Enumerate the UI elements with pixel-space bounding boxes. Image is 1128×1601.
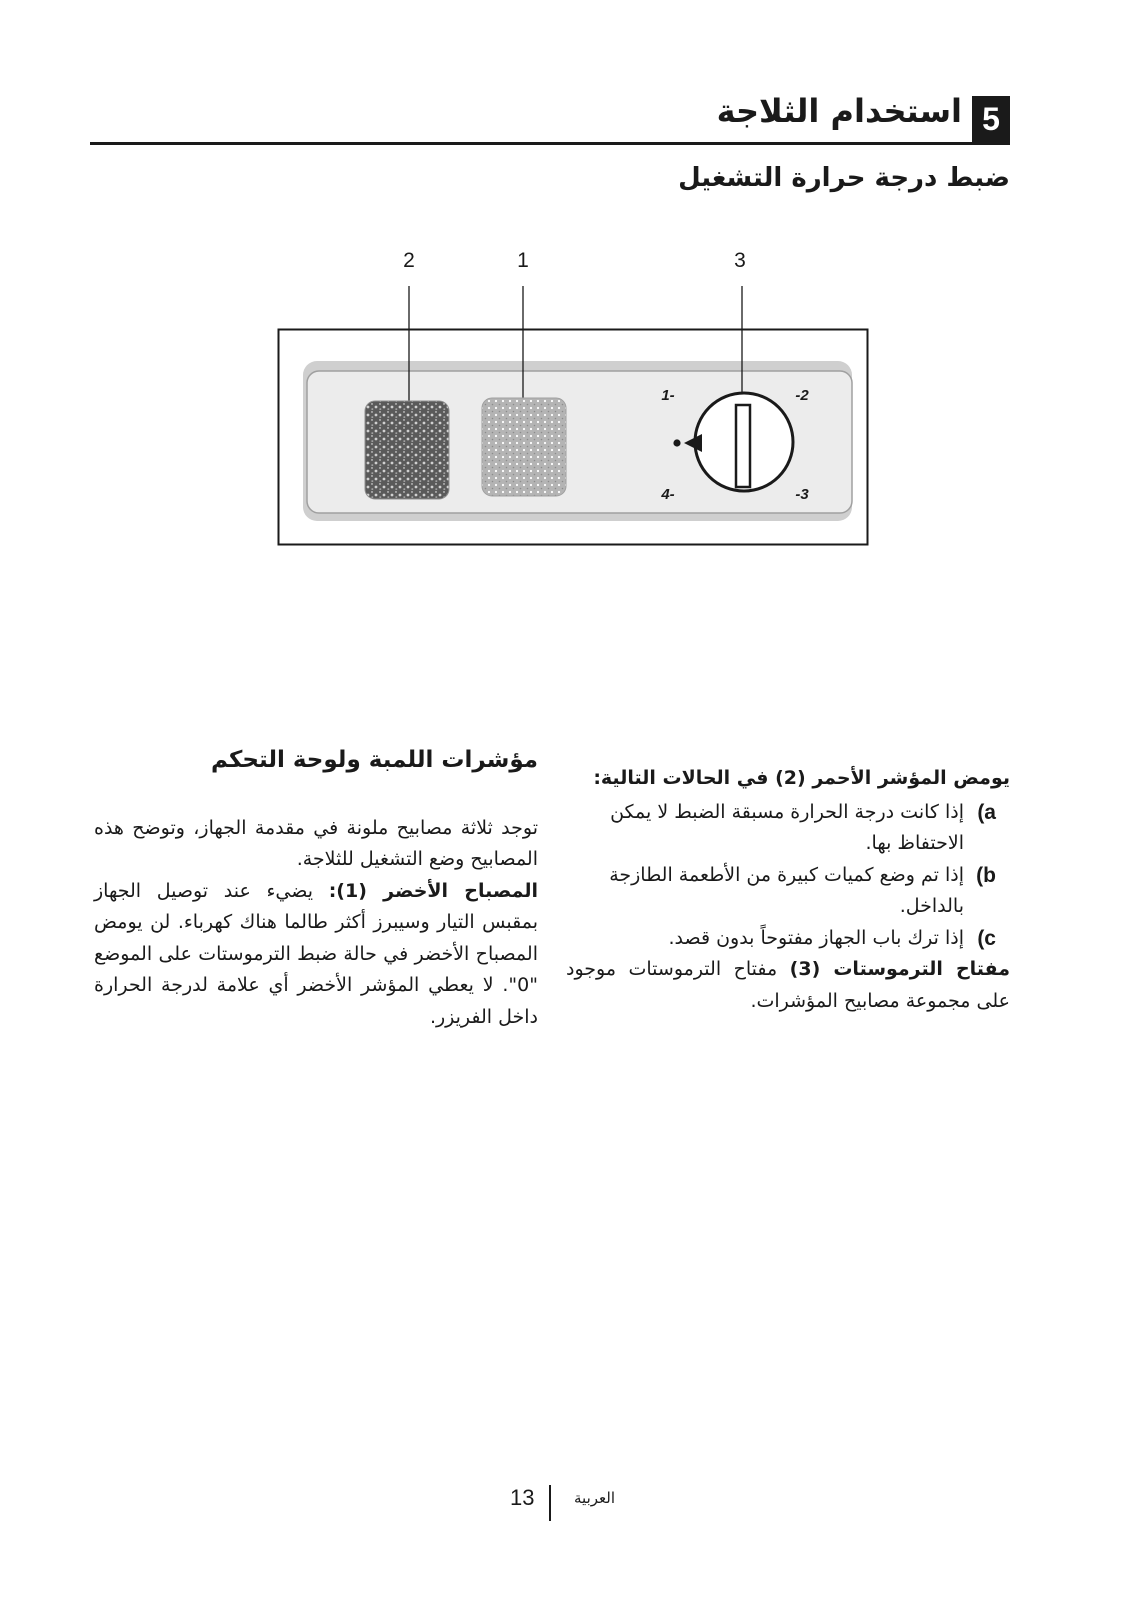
- section-title: استخدام الثلاجة: [716, 92, 962, 130]
- dark-lamp-icon: [365, 401, 449, 499]
- dial-knob: [736, 405, 750, 487]
- list-item: [566, 923, 1010, 955]
- dial-mark-4: 4-: [661, 486, 675, 503]
- thermostat-text: مفتاح الترموستات موجود على مجموعة مصابيح المؤشرات.: [566, 958, 1010, 1012]
- green-lamp-text: يضيء عند توصيل الجهاز بمقبس التيار وسيبرز أكثر طالما هناك كهرباء. لن يومض المصباح الأخضر في حالة ضبط الترموستات على الموضع "0". لا يعطي المؤشر الأخضر أي علامة لدرجة الحرارة داخل الفريزر.: [94, 879, 538, 1028]
- list-marker: (c: [977, 926, 996, 950]
- indicators-heading: مؤشرات اللمبة ولوحة التحكم: [210, 747, 538, 773]
- thermostat-paragraph: [566, 954, 1010, 1017]
- left-column: [94, 745, 538, 1033]
- footer-rule: [549, 1485, 551, 1521]
- indicators-intro: توجد ثلاثة مصابيح ملونة في مقدمة الجهاز، وتوضح هذه المصابيح وضع التشغيل للثلاجة.: [94, 816, 538, 870]
- light-lamp-icon: [482, 398, 566, 496]
- callout-label-3: 3: [734, 249, 746, 272]
- thermostat-label: مفتاح الترموستات (3): [789, 958, 1010, 980]
- dial-mark-3: -3: [795, 486, 809, 503]
- section-number: 5: [982, 100, 1000, 137]
- callout-label-2: 2: [403, 249, 415, 272]
- page-number: 13: [510, 1485, 535, 1510]
- language-label: العربية: [574, 1489, 615, 1507]
- header-rule: [90, 142, 1010, 145]
- green-lamp-label: المصباح الأخضر (1):: [328, 879, 538, 902]
- section-number-badge: [972, 96, 1010, 142]
- list-item-text: إذا كانت درجة الحرارة مسبقة الضبط لا يمكن الاحتفاظ بها.: [610, 800, 964, 854]
- list-item: [566, 797, 1010, 860]
- list-item-text: إذا ترك باب الجهاز مفتوحاً بدون قصد.: [668, 926, 964, 949]
- pointer-dot: [673, 439, 680, 446]
- dial-mark-1: 1-: [661, 387, 675, 404]
- red-indicator-intro: يومض المؤشر الأحمر (2) في الحالات التالية:: [593, 767, 1010, 789]
- list-item: [566, 860, 1010, 923]
- list-item-text: إذا تم وضع كميات كبيرة من الأطعمة الطازجة بالداخل.: [609, 863, 964, 917]
- callout-label-1: 1: [517, 249, 529, 272]
- page-subtitle: ضبط درجة حرارة التشغيل: [678, 163, 1010, 193]
- dial-mark-2: -2: [795, 387, 809, 404]
- right-column: [566, 763, 1010, 1017]
- list-marker: (b: [976, 863, 996, 887]
- green-lamp-paragraph: [94, 876, 538, 1034]
- list-marker: (a: [977, 800, 996, 824]
- control-panel-diagram: [270, 245, 890, 565]
